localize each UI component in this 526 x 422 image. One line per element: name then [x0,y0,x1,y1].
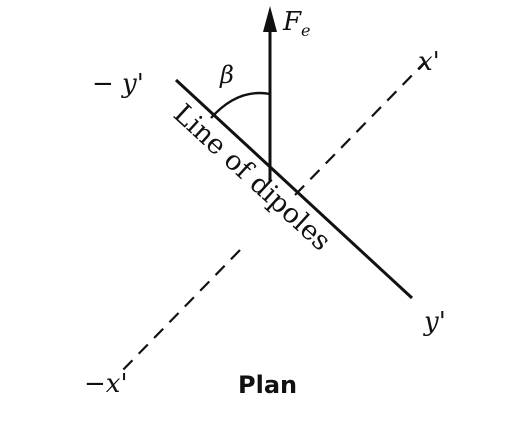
x-axis-dashed-lower [118,250,240,375]
beta-label: β [220,61,234,89]
force-vector-arrowhead [263,6,277,32]
pos-y-label: y' [424,307,446,337]
neg-y-label: − y' [92,69,144,99]
x-axis-dashed-upper [295,62,425,195]
beta-angle-arc [211,93,270,118]
pos-x-label: x' [418,47,440,77]
line-of-dipoles-label: Line of dipoles [167,98,337,258]
plan-label: Plan [238,371,298,399]
force-label: $F_e$ [283,7,311,40]
neg-x-label: −x' [84,369,128,399]
